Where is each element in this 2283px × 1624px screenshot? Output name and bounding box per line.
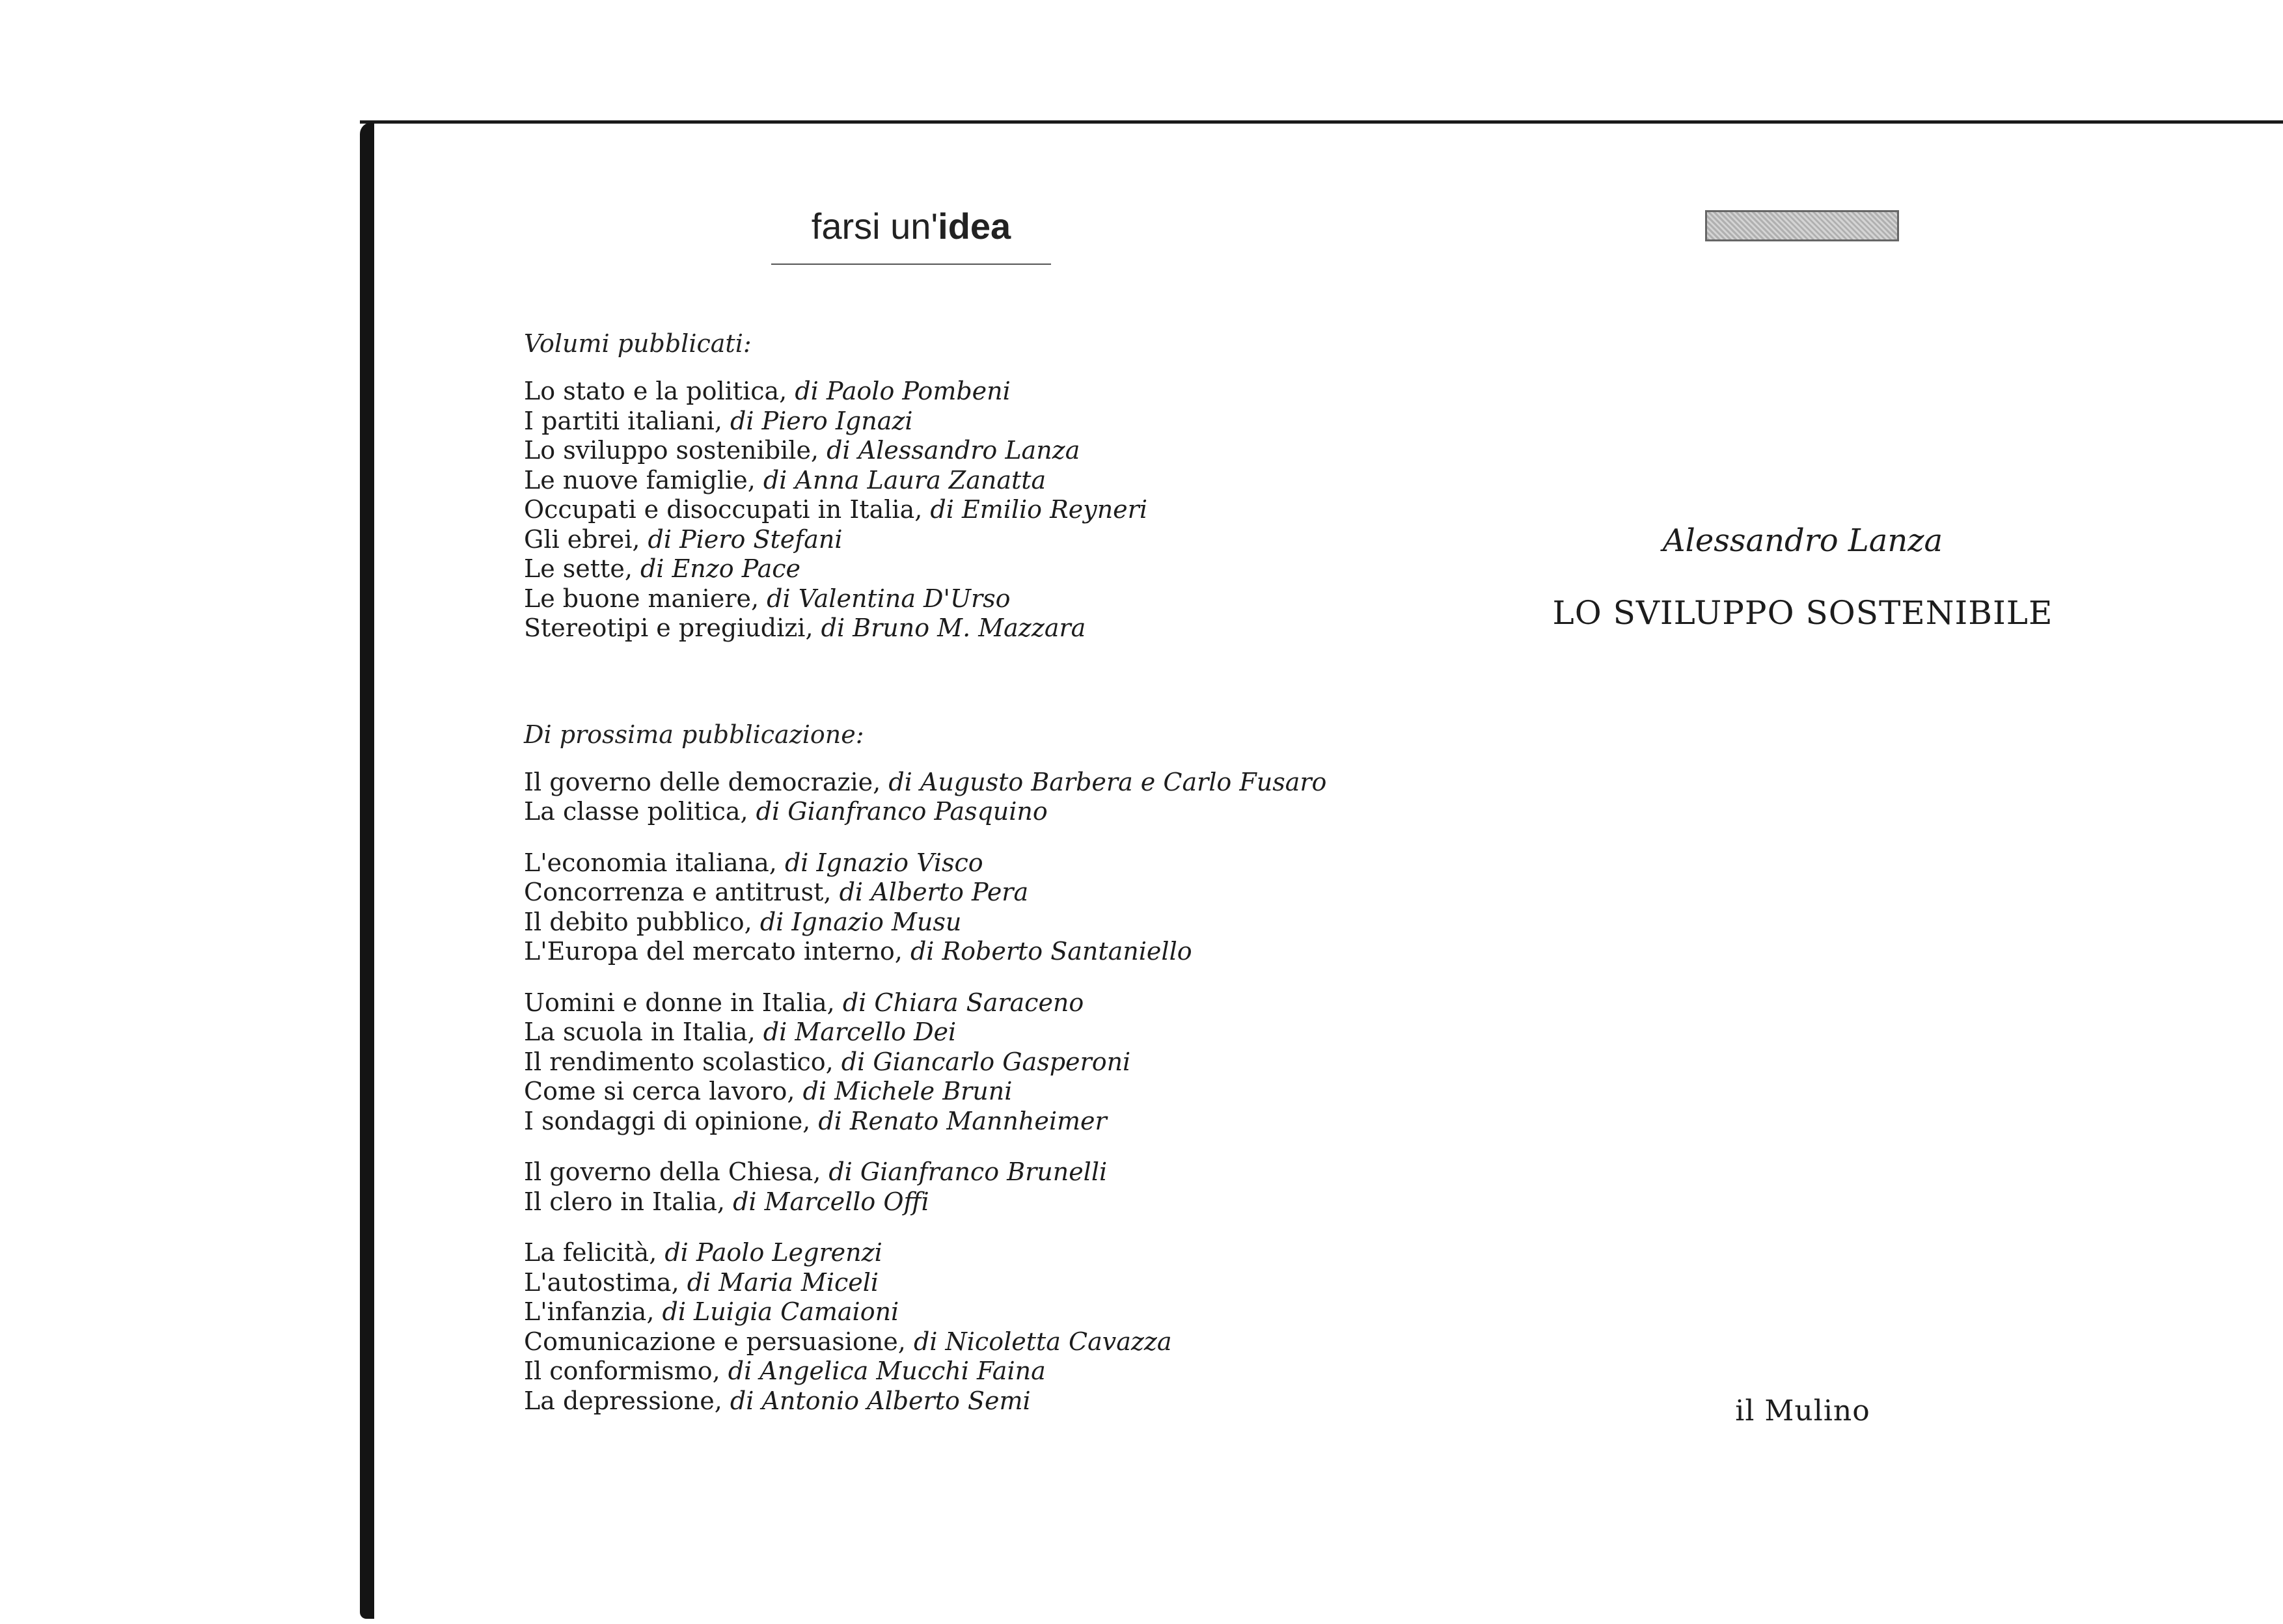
book-list-author: di Paolo Legrenzi xyxy=(664,1238,882,1267)
book-list-title: Il clero in Italia, xyxy=(524,1187,733,1216)
scan-top-border xyxy=(360,120,2283,124)
list-item xyxy=(524,797,1370,827)
book-list-title: Il conformismo, xyxy=(524,1357,728,1385)
book-list-author: di Roberto Santaniello xyxy=(910,937,1192,966)
book-list-title: La felicità, xyxy=(524,1238,665,1267)
book-list-title: Lo sviluppo sostenibile, xyxy=(524,436,827,465)
list-item xyxy=(524,614,1370,643)
book-list-title: Come si cerca lavoro, xyxy=(524,1077,803,1105)
book-list-author: di Anna Laura Zanatta xyxy=(763,465,1046,494)
published-heading: Volumi pubblicati: xyxy=(524,329,752,358)
book-list-author: di Maria Miceli xyxy=(687,1267,879,1297)
scan-left-edge xyxy=(360,122,374,1619)
book-list-title: I partiti italiani, xyxy=(524,406,730,435)
series-title xyxy=(768,205,1054,247)
upcoming-group xyxy=(524,848,1370,967)
book-list-author: di Augusto Barbera e Carlo Fusaro xyxy=(888,767,1327,796)
list-item xyxy=(524,1268,1370,1298)
book-list-author: di Ignazio Musu xyxy=(759,907,962,936)
list-item xyxy=(524,937,1370,967)
list-item xyxy=(524,1297,1370,1327)
upcoming-group xyxy=(524,988,1370,1137)
book-list-title: La depressione, xyxy=(524,1386,730,1415)
book-list-title: Concorrenza e antitrust, xyxy=(524,878,840,906)
list-item xyxy=(524,495,1370,525)
book-list-author: di Valentina D'Urso xyxy=(767,584,1011,613)
book-list-title: Le buone maniere, xyxy=(524,584,767,613)
book-list-author: di Emilio Reyneri xyxy=(930,495,1147,524)
list-item xyxy=(524,1018,1370,1048)
book-list-author: di Marcello Offi xyxy=(733,1187,929,1216)
book-list-title: Lo stato e la politica, xyxy=(524,377,795,405)
list-item xyxy=(524,584,1370,614)
book-list-title: L'infanzia, xyxy=(524,1297,663,1326)
book-list-author: di Piero Ignazi xyxy=(730,406,913,435)
book-list-author: di Antonio Alberto Semi xyxy=(730,1386,1031,1415)
upcoming-heading: Di prossima pubblicazione: xyxy=(524,720,864,749)
book-list-author: di Paolo Pombeni xyxy=(795,377,1011,405)
publisher-name: il Mulino xyxy=(1735,1394,1870,1428)
book-list-title: I sondaggi di opinione, xyxy=(524,1106,819,1135)
book-list-author: di Ignazio Visco xyxy=(784,848,983,877)
book-list-title: Uomini e donne in Italia, xyxy=(524,988,843,1017)
grey-label-block xyxy=(1705,210,1899,241)
book-list-title: L'autostima, xyxy=(524,1267,687,1297)
book-list-title: La classe politica, xyxy=(524,797,756,826)
upcoming-group xyxy=(524,1238,1370,1416)
book-list-author: di Angelica Mucchi Faina xyxy=(728,1357,1046,1385)
series-title-bold: idea xyxy=(938,206,1011,247)
list-item xyxy=(524,1387,1370,1416)
list-item xyxy=(524,525,1370,555)
published-list xyxy=(524,377,1370,643)
list-item xyxy=(524,1107,1370,1137)
book-list-author: di Alessandro Lanza xyxy=(827,436,1080,465)
book-list-title: Gli ebrei, xyxy=(524,524,648,554)
book-list-author: di Alberto Pera xyxy=(839,878,1029,906)
book-list-author: di Gianfranco Brunelli xyxy=(828,1157,1108,1186)
upcoming-group xyxy=(524,1157,1370,1217)
book-list-title: L'Europa del mercato interno, xyxy=(524,937,910,966)
list-item xyxy=(524,436,1370,466)
list-item xyxy=(524,878,1370,908)
list-item xyxy=(524,908,1370,938)
book-list-title: Il debito pubblico, xyxy=(524,907,760,936)
book-list-author: di Enzo Pace xyxy=(640,554,801,583)
list-item xyxy=(524,1238,1370,1268)
book-list-title: Occupati e disoccupati in Italia, xyxy=(524,495,931,524)
list-item xyxy=(524,407,1370,437)
book-list-author: di Giancarlo Gasperoni xyxy=(841,1047,1131,1076)
book-list-title: Comunicazione e persuasione, xyxy=(524,1327,914,1356)
book-list-title: Stereotipi e pregiudizi, xyxy=(524,614,821,642)
upcoming-group xyxy=(524,768,1370,827)
series-catalog xyxy=(524,329,1370,1437)
series-title-prefix: farsi un' xyxy=(811,206,938,247)
list-item xyxy=(524,1187,1370,1217)
series-title-underline xyxy=(771,264,1051,265)
book-title: LO SVILUPPO SOSTENIBILE xyxy=(1552,594,2053,632)
book-list-title: Le nuove famiglie, xyxy=(524,465,763,494)
book-list-author: di Piero Stefani xyxy=(648,524,843,554)
book-list-author: di Renato Mannheimer xyxy=(818,1106,1107,1135)
list-item xyxy=(524,988,1370,1018)
book-list-author: di Marcello Dei xyxy=(763,1018,957,1046)
book-list-title: Il rendimento scolastico, xyxy=(524,1047,841,1076)
book-list-author: di Michele Bruni xyxy=(802,1077,1013,1105)
list-item xyxy=(524,848,1370,878)
list-item xyxy=(524,1327,1370,1357)
book-list-title: La scuola in Italia, xyxy=(524,1018,763,1046)
list-item xyxy=(524,377,1370,407)
list-item xyxy=(524,1157,1370,1187)
book-list-title: L'economia italiana, xyxy=(524,848,785,877)
book-list-title: Il governo delle democrazie, xyxy=(524,767,889,796)
list-item xyxy=(524,768,1370,798)
book-list-author: di Nicoletta Cavazza xyxy=(913,1327,1172,1356)
book-author: Alessandro Lanza xyxy=(1662,522,1943,559)
book-list-author: di Bruno M. Mazzara xyxy=(821,614,1086,642)
book-list-title: Il governo della Chiesa, xyxy=(524,1157,829,1186)
book-list-author: di Gianfranco Pasquino xyxy=(756,797,1048,826)
book-list-author: di Luigia Camaioni xyxy=(662,1297,899,1326)
list-item xyxy=(524,1077,1370,1107)
list-item xyxy=(524,1048,1370,1077)
book-list-title: Le sette, xyxy=(524,554,640,583)
book-list-author: di Chiara Saraceno xyxy=(842,988,1084,1017)
list-item xyxy=(524,1357,1370,1387)
list-item xyxy=(524,554,1370,584)
upcoming-groups xyxy=(524,768,1370,1416)
list-item xyxy=(524,466,1370,496)
